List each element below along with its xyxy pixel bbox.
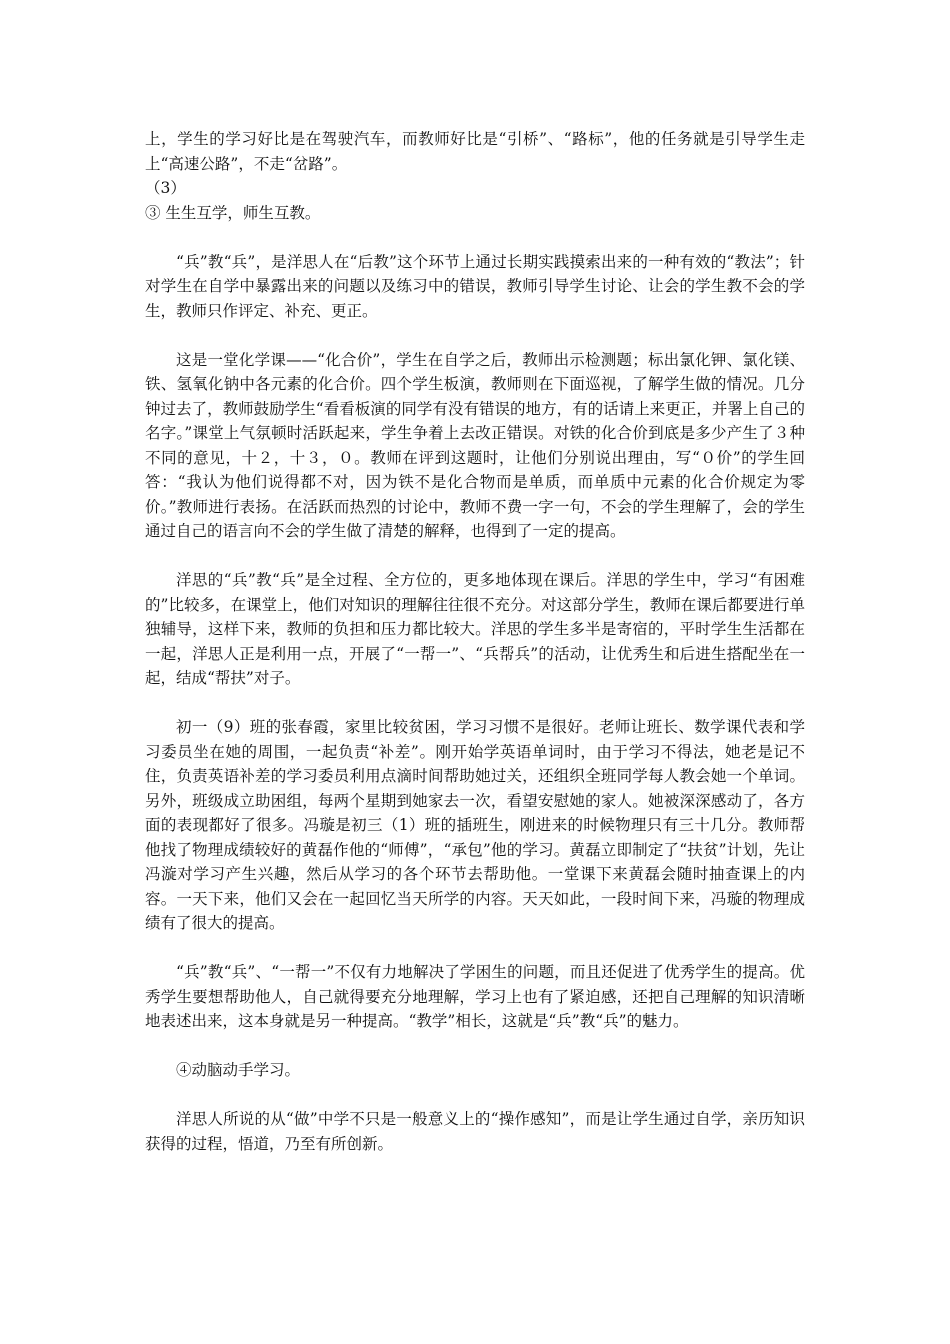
section-number: （3）	[145, 179, 186, 197]
paragraph-chemistry-class: 这是一堂化学课——“化合价”，学生在自学之后，教师出示检测题；标出氯化钾、氯化镁、铁、氢氧化钠中各元素的化合价。四个学生板演，教师则在下面巡视，了解学生做的情况。几分钟过去了，教师鼓励学生“看看板演的同学有没有错误的地方，有的话请上来更正，并署上自己的名字。”课堂上气氛顿时活跃起来，学生争着上去改正错误。对铁的化合价到底是多少产生了３种不同的意见，十２，十３，０。教师在评到这题时，让他们分别说出理由，写“０价”的学生回答：“我认为他们说得都不对，因为铁不是化合物而是单质，而单质中元素的化合价规定为零价。”教师进行表扬。在活跃而热烈的讨论中，教师不费一字一句，不会的学生理解了，会的学生通过自己的语言向不会的学生做了清楚的解释，也得到了一定的提高。	[145, 350, 805, 540]
document-body	[145, 127, 805, 1156]
section-heading-hands-on: ④动脑动手学习。	[176, 1061, 301, 1079]
paragraph-bing-jiao-bing: “兵”教“兵”，是洋思人在“后教”这个环节上通过长期实践摸索出来的一种有效的“教法”；针对学生在自学中暴露出来的问题以及练习中的错误，教师引导学生讨论、让会的学生教不会的学生，教师只作评定、补充、更正。	[145, 252, 805, 320]
paragraph-learning-by-doing: 洋思人所说的从“做”中学不只是一般意义上的“操作感知”，而是让学生通过自学，亲历知识获得的过程，悟道，乃至有所创新。	[145, 1110, 805, 1153]
paragraph-after-class: 洋思的“兵”教“兵”是全过程、全方位的，更多地体现在课后。洋思的学生中，学习“有困难的”比较多，在课堂上，他们对知识的理解往往很不充分。对这部分学生，教师在课后都要进行单独辅导，这样下来，教师的负担和压力都比较大。洋思的学生多半是寄宿的，平时学生生活都在一起，洋思人正是利用一点，开展了“一帮一”、“兵帮兵”的活动，让优秀生和后进生搭配坐在一起，结成“帮扶”对子。	[145, 571, 805, 687]
section-heading: ③ 生生互学，师生互教。	[145, 203, 321, 222]
paragraph-continuation: 上，学生的学习好比是在驾驶汽车，而教师好比是“引桥”、“路标”，他的任务就是引导学生走上“高速公路”，不走“岔路”。	[145, 130, 805, 173]
paragraph-benefits: “兵”教“兵”、“一帮一”不仅有力地解决了学困生的问题，而且还促进了优秀学生的提高。优秀学生要想帮助他人，自己就得要充分地理解，学习上也有了紧迫感，还把自己理解的知识清晰地表述出来，这本身就是另一种提高。“教学”相长，这就是“兵”教“兵”的魅力。	[145, 963, 805, 1030]
paragraph-student-examples: 初一（9）班的张春霞，家里比较贫困，学习习惯不是很好。老师让班长、数学课代表和学习委员坐在她的周围，一起负责“补差”。刚开始学英语单词时，由于学习不得法，她老是记不住，负责英语补差的学习委员利用点滴时间帮助她过关，还组织全班同学每人教会她一个单词。另外，班级成立助困组，每两个星期到她家去一次，看望安慰她的家人。她被深深感动了，各方面的表现都好了很多。冯璇是初三（1）班的插班生，刚进来的时候物理只有三十几分。教师帮他找了物理成绩较好的黄磊作他的“师傅”，“承包”他的学习。黄磊立即制定了“扶贫”计划，先让冯漩对学习产生兴趣，然后从学习的各个环节去帮助他。一堂课下来黄磊会随时抽查课上的内容。一天下来，他们又会在一起回忆当天所学的内容。天天如此，一段时间下来，冯璇的物理成绩有了很大的提高。	[145, 718, 805, 932]
